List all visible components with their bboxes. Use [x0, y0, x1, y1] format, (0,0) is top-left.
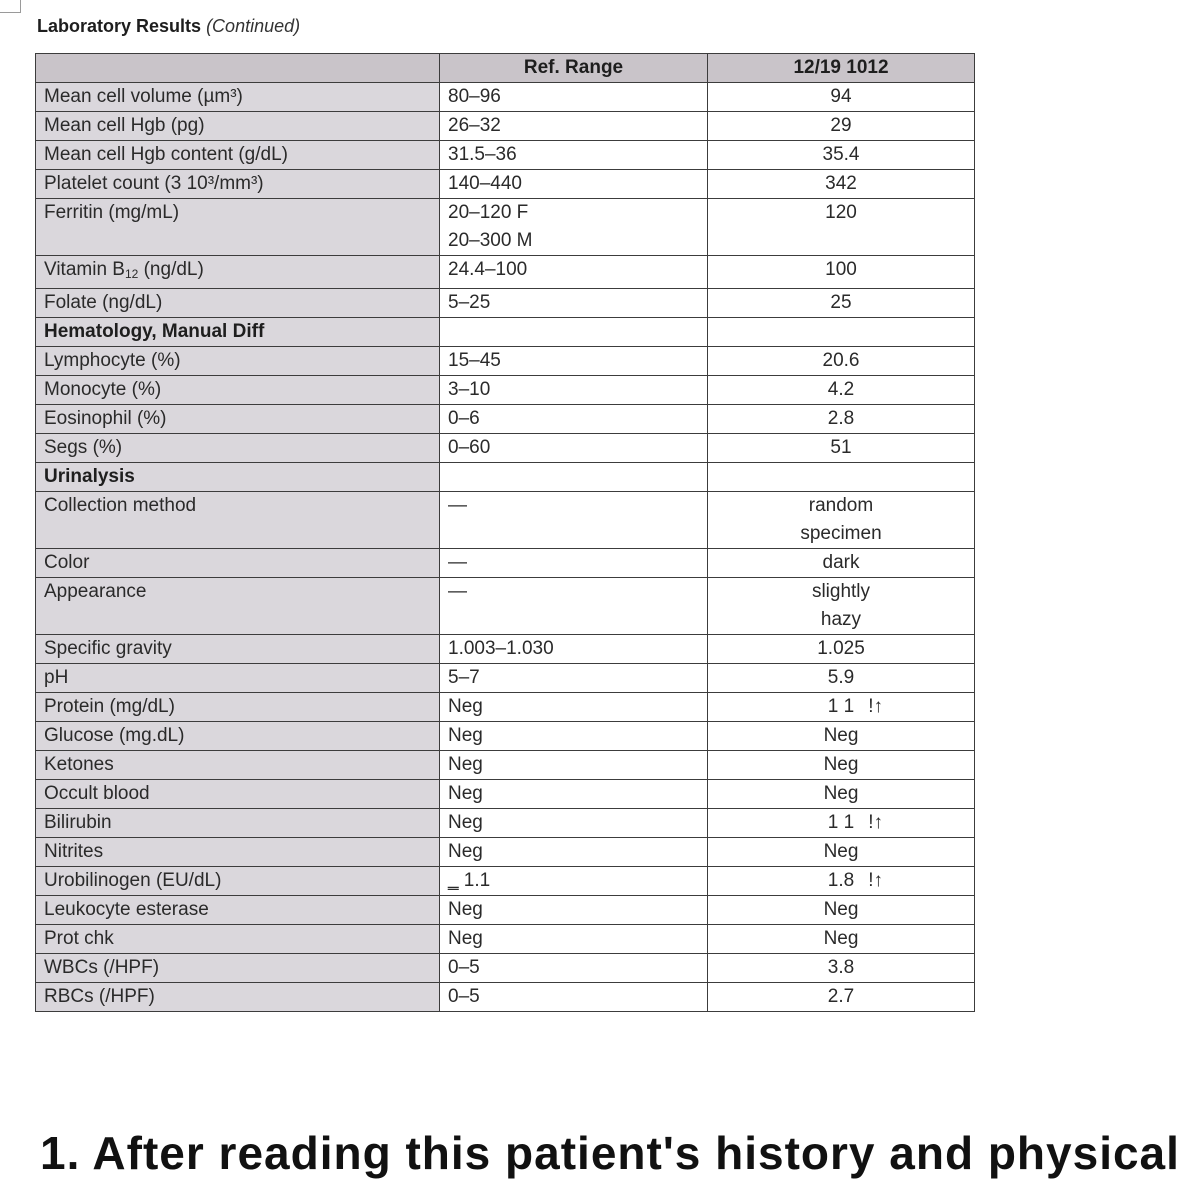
- test-name: Platelet count (3 10³/mm³): [36, 170, 440, 199]
- table-row: [36, 983, 975, 1012]
- test-name: Color: [36, 549, 440, 578]
- result-value: 5.9: [708, 664, 975, 693]
- result-value-line1: slightly: [811, 581, 871, 602]
- empty-cell: [440, 318, 708, 347]
- section-row: [36, 318, 975, 347]
- result-value: Neg: [708, 780, 975, 809]
- ref-range: 0–5: [440, 954, 708, 983]
- test-name: RBCs (/HPF): [36, 983, 440, 1012]
- test-name: Glucose (mg.dL): [36, 722, 440, 751]
- test-name: Segs (%): [36, 434, 440, 463]
- test-name: Monocyte (%): [36, 376, 440, 405]
- table-row: [36, 693, 975, 722]
- ref-range: 24.4–100: [440, 256, 708, 289]
- abnormal-high-flag: !↑: [868, 870, 883, 891]
- ref-range: Neg: [440, 896, 708, 925]
- ref-range: Neg: [440, 838, 708, 867]
- ref-range: 140–440: [440, 170, 708, 199]
- ref-range: —: [440, 492, 708, 549]
- result-value: Neg: [708, 838, 975, 867]
- test-name-unit: (ng/dL): [138, 259, 204, 280]
- result-value: Neg: [708, 925, 975, 954]
- test-name: Prot chk: [36, 925, 440, 954]
- test-name: Appearance: [36, 578, 440, 635]
- ref-range: Neg: [440, 809, 708, 838]
- table-row: [36, 405, 975, 434]
- table-row: [36, 809, 975, 838]
- abnormal-high-flag: !↑: [868, 696, 883, 717]
- ref-range-female: 20–120 F: [448, 202, 529, 223]
- test-name: Mean cell Hgb content (g/dL): [36, 141, 440, 170]
- ref-range: 0–5: [440, 983, 708, 1012]
- result-value-line2: hazy: [820, 609, 862, 630]
- ref-range-male: 20–300 M: [448, 230, 533, 251]
- table-row: [36, 578, 975, 635]
- result-value: 120: [708, 199, 975, 256]
- test-name: WBCs (/HPF): [36, 954, 440, 983]
- ref-range: Neg: [440, 751, 708, 780]
- result-value: 100: [708, 256, 975, 289]
- section-row: [36, 463, 975, 492]
- result-number: 1.8: [827, 870, 855, 891]
- result-value: 35.4: [708, 141, 975, 170]
- ref-range: Neg: [440, 925, 708, 954]
- table-row: [36, 141, 975, 170]
- table-row: [36, 83, 975, 112]
- table-row: [36, 199, 975, 256]
- test-name: Mean cell volume (µm³): [36, 83, 440, 112]
- empty-cell: [708, 318, 975, 347]
- page-corner-mark: [0, 0, 21, 13]
- ref-range: 3–10: [440, 376, 708, 405]
- result-value: Neg: [708, 896, 975, 925]
- result-value: 51: [708, 434, 975, 463]
- table-row: [36, 867, 975, 896]
- test-name: Specific gravity: [36, 635, 440, 664]
- heading-continued: (Continued): [206, 16, 301, 36]
- table-header-row: [36, 54, 975, 83]
- result-value: 29: [708, 112, 975, 141]
- section-label-hematology: Hematology, Manual Diff: [36, 318, 440, 347]
- table-row: [36, 896, 975, 925]
- table-row: [36, 347, 975, 376]
- ref-range: [440, 199, 708, 256]
- test-name-subscript: 12: [124, 267, 139, 281]
- test-name: Mean cell Hgb (pg): [36, 112, 440, 141]
- table-row: [36, 549, 975, 578]
- result-value: [708, 492, 975, 549]
- result-value: 2.7: [708, 983, 975, 1012]
- abnormal-high-flag: !↑: [868, 812, 883, 833]
- result-value: [708, 693, 975, 722]
- result-value-line2: specimen: [800, 523, 882, 544]
- result-value: dark: [708, 549, 975, 578]
- ref-range: 5–25: [440, 289, 708, 318]
- table-row: [36, 751, 975, 780]
- empty-cell: [440, 463, 708, 492]
- ref-range: 31.5–36: [440, 141, 708, 170]
- test-name: Leukocyte esterase: [36, 896, 440, 925]
- section-label-urinalysis: Urinalysis: [36, 463, 440, 492]
- ref-range: —: [440, 549, 708, 578]
- test-name: pH: [36, 664, 440, 693]
- table-row: [36, 635, 975, 664]
- ref-range: 0–60: [440, 434, 708, 463]
- test-name: [36, 256, 440, 289]
- table-row: [36, 780, 975, 809]
- test-name: Protein (mg/dL): [36, 693, 440, 722]
- table-row: [36, 722, 975, 751]
- test-name-main: Vitamin B: [44, 259, 125, 280]
- ref-range: 80–96: [440, 83, 708, 112]
- ref-range: Neg: [440, 780, 708, 809]
- result-value: 2.8: [708, 405, 975, 434]
- section-heading: [37, 16, 300, 37]
- result-value: 94: [708, 83, 975, 112]
- lab-results-table: [35, 53, 975, 1012]
- ref-range: Neg: [440, 693, 708, 722]
- result-value: 20.6: [708, 347, 975, 376]
- table-row: [36, 434, 975, 463]
- ref-range: 5–7: [440, 664, 708, 693]
- question-text-cutoff: 1. After reading this patient's history and physical: [40, 1127, 1180, 1179]
- result-value-line1: random: [808, 495, 874, 516]
- table-row: [36, 492, 975, 549]
- result-value: Neg: [708, 722, 975, 751]
- table-row: [36, 925, 975, 954]
- empty-cell: [708, 463, 975, 492]
- test-name: Occult blood: [36, 780, 440, 809]
- test-name: Ketones: [36, 751, 440, 780]
- table-row: [36, 170, 975, 199]
- result-value: 342: [708, 170, 975, 199]
- result-value: [708, 809, 975, 838]
- ref-range: 26–32: [440, 112, 708, 141]
- header-ref-range: Ref. Range: [440, 54, 708, 83]
- result-value: 3.8: [708, 954, 975, 983]
- ref-range: 15–45: [440, 347, 708, 376]
- test-name: Bilirubin: [36, 809, 440, 838]
- test-name: Folate (ng/dL): [36, 289, 440, 318]
- result-value: 25: [708, 289, 975, 318]
- result-value: Neg: [708, 751, 975, 780]
- result-value: [708, 867, 975, 896]
- table-row: [36, 954, 975, 983]
- test-name: Nitrites: [36, 838, 440, 867]
- table-row: [36, 289, 975, 318]
- result-value: 4.2: [708, 376, 975, 405]
- result-value: [708, 578, 975, 635]
- ref-range: ‗ 1.1: [440, 867, 708, 896]
- ref-range: 1.003–1.030: [440, 635, 708, 664]
- ref-range: 0–6: [440, 405, 708, 434]
- test-name: Eosinophil (%): [36, 405, 440, 434]
- test-name: Collection method: [36, 492, 440, 549]
- test-name: Ferritin (mg/mL): [36, 199, 440, 256]
- ref-range: Neg: [440, 722, 708, 751]
- header-test: [36, 54, 440, 83]
- table-row: [36, 838, 975, 867]
- test-name: Lymphocyte (%): [36, 347, 440, 376]
- test-name: Urobilinogen (EU/dL): [36, 867, 440, 896]
- table-row: [36, 112, 975, 141]
- result-value: 1.025: [708, 635, 975, 664]
- result-number: 1 1: [827, 696, 855, 717]
- table-body: [36, 83, 975, 1012]
- heading-text: Laboratory Results: [37, 16, 202, 36]
- header-date: 12/19 1012: [708, 54, 975, 83]
- table-row: [36, 664, 975, 693]
- table-row: [36, 256, 975, 289]
- ref-range: —: [440, 578, 708, 635]
- table-row: [36, 376, 975, 405]
- result-number: 1 1: [827, 812, 855, 833]
